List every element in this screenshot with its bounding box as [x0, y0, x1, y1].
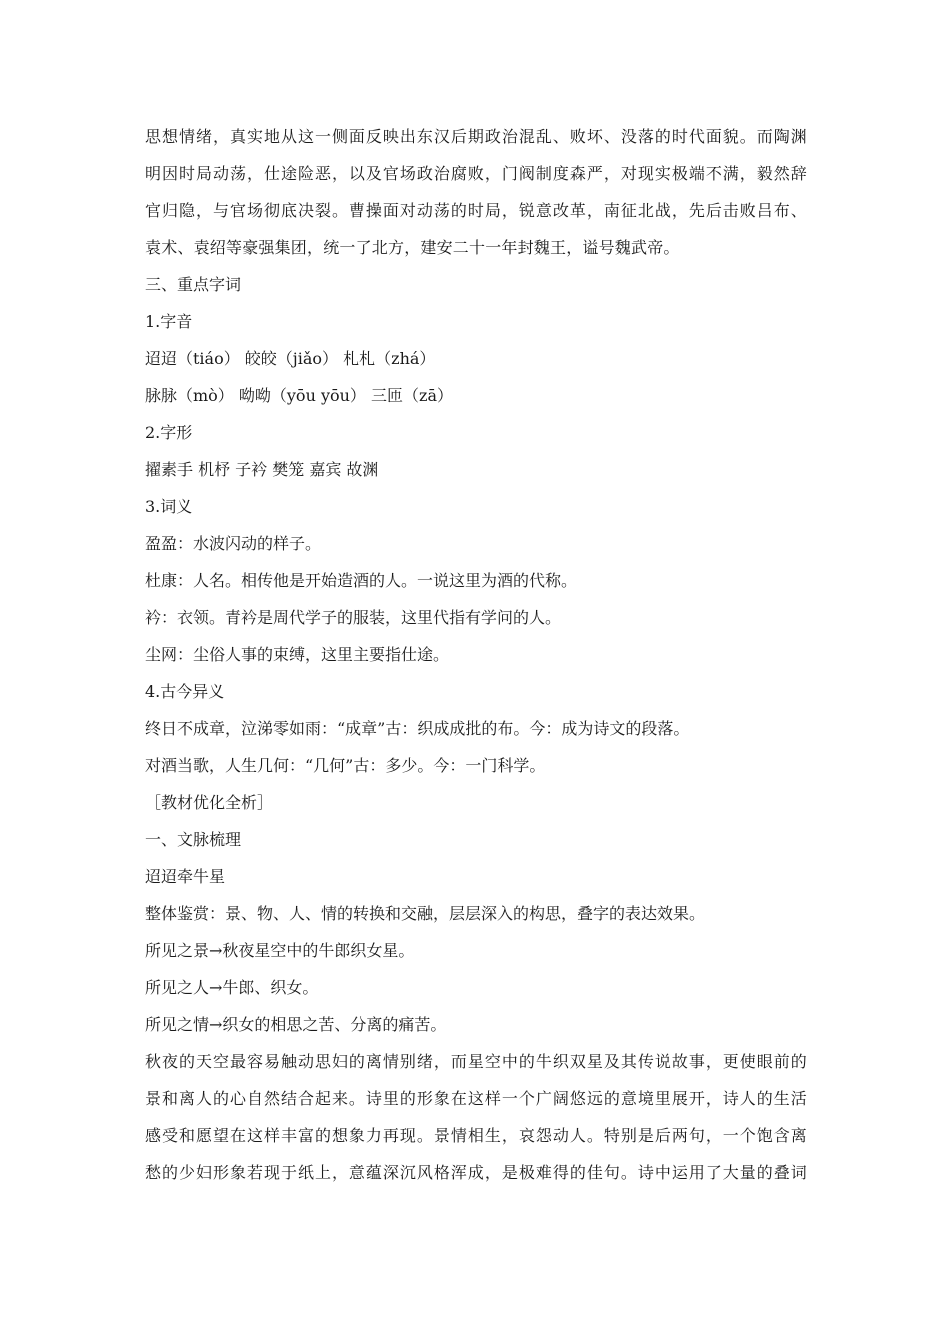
paragraph-line: 明因时局动荡，仕途险恶，以及官场政治腐败，门阀制度森严，对现实极端不满，毅然辞 [145, 164, 807, 183]
subsection-heading: 3.词义 [145, 497, 193, 516]
intro-paragraph [145, 118, 807, 266]
closing-paragraph [145, 1043, 807, 1191]
bracket-heading: ［教材优化全析］ [145, 793, 274, 812]
glyph-line: 擢素手 机杼 子衿 樊笼 嘉宾 故渊 [145, 460, 379, 479]
meaning-item: 衿：衣领。青衿是周代学子的服装，这里代指有学问的人。 [145, 608, 562, 627]
subsection-heading: 1.字音 [145, 312, 193, 331]
subsection-heading: 2.字形 [145, 423, 193, 442]
ancient-item: 对酒当歌，人生几何：“几何”古：多少。今：一门科学。 [145, 756, 546, 775]
document-page [145, 118, 807, 1191]
pronunciation-line: 迢迢（tiáo） 皎皎（jiǎo） 札札（zhá） [145, 349, 436, 368]
paragraph-line: 秋夜的天空最容易触动思妇的离情别绪，而星空中的牛织双星及其传说故事，更使眼前的 [145, 1052, 807, 1071]
meaning-item: 尘网：尘俗人事的束缚，这里主要指仕途。 [145, 645, 450, 664]
section-heading: 一、文脉梳理 [145, 830, 242, 849]
paragraph-line: 景和离人的心自然结合起来。诗里的形象在这样一个广阔悠远的意境里展开，诗人的生活 [145, 1089, 807, 1108]
section-heading: 三、重点字词 [145, 275, 242, 294]
meaning-item: 杜康：人名。相传他是开始造酒的人。一说这里为酒的代称。 [145, 571, 578, 590]
paragraph-line: 官归隐，与官场彻底决裂。曹操面对动荡的时局，锐意改革，南征北战，先后击败吕布、 [145, 201, 807, 220]
subsection-heading: 4.古今异义 [145, 682, 225, 701]
pronunciation-line: 脉脉（mò） 呦呦（yōu yōu） 三匝（zā） [145, 386, 453, 405]
paragraph-line: 愁的少妇形象若现于纸上，意蕴深沉风格浑成，是极难得的佳句。诗中运用了大量的叠词 [145, 1163, 807, 1182]
paragraph-line: 袁术、袁绍等豪强集团，统一了北方，建安二十一年封魏王，谥号魏武帝。 [145, 238, 680, 257]
paragraph-line: 思想情绪，真实地从这一侧面反映出东汉后期政治混乱、败坏、没落的时代面貌。而陶渊 [145, 127, 807, 146]
seen-scene: 所见之景→秋夜星空中的牛郎织女星。 [145, 941, 415, 960]
seen-feeling: 所见之情→织女的相思之苦、分离的痛苦。 [145, 1015, 447, 1034]
poem-title: 迢迢牵牛星 [145, 867, 226, 886]
meaning-item: 盈盈：水波闪动的样子。 [145, 534, 322, 553]
overall-appreciation: 整体鉴赏：景、物、人、情的转换和交融，层层深入的构思，叠字的表达效果。 [145, 904, 706, 923]
seen-people: 所见之人→牛郎、织女。 [145, 978, 319, 997]
paragraph-line: 感受和愿望在这样丰富的想象力再现。景情相生，哀怨动人。特别是后两句，一个饱含离 [145, 1126, 807, 1145]
ancient-item: 终日不成章，泣涕零如雨：“成章”古：织成成批的布。今：成为诗文的段落。 [145, 719, 690, 738]
